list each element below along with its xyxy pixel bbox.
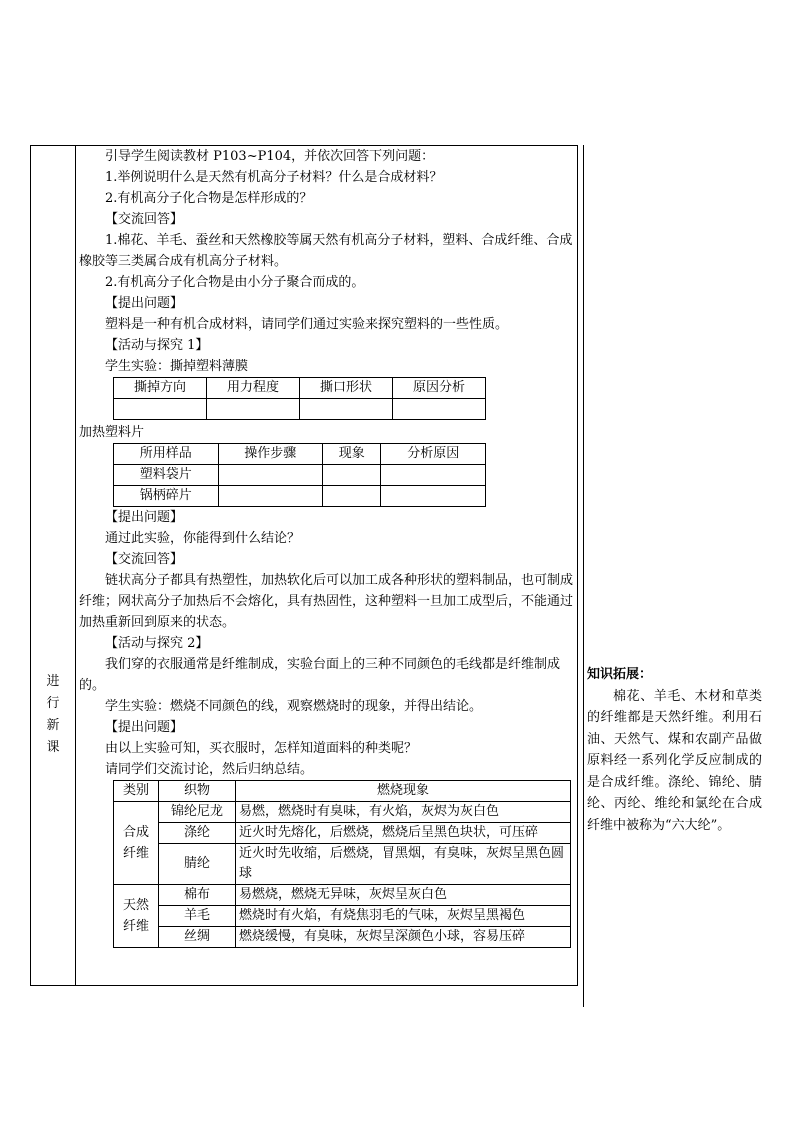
table-header: 撕口形状 bbox=[300, 378, 393, 399]
knowledge-title: 知识拓展： bbox=[587, 667, 653, 682]
discussion-text: 请同学们交流讨论，然后归纳总结。 bbox=[105, 762, 314, 777]
table-header: 织物 bbox=[159, 781, 236, 802]
phenomenon-cell: 燃烧时有火焰，有烧焦羽毛的气味，灰烬呈黑褐色 bbox=[236, 906, 571, 927]
knowledge-body: 棉花、羊毛、木材和草类的纤维都是天然纤维。利用石油、天然气、煤和农副产品做原料经一系列化学反应制成的是合成纤维。涤纶、锦纶、腈纶、丙纶、维纶和氯纶在合成纤维中被称为“六大纶”。 bbox=[587, 688, 762, 833]
answer-1: 1.棉花、羊毛、蚕丝和天然橡胶等属天然有机高分子材料，塑料、合成纤维、合成橡胶等三类属合成有机高分子材料。 bbox=[79, 233, 573, 269]
phenomenon-cell: 易燃烧，燃烧无异味，灰烬呈灰白色 bbox=[236, 885, 571, 906]
question-heading-3: 【提出问题】 bbox=[105, 720, 184, 735]
activity-heading-1: 【活动与探究 1】 bbox=[105, 338, 209, 353]
table-cell bbox=[393, 399, 486, 420]
column-divider bbox=[583, 145, 584, 1007]
table-header: 用力程度 bbox=[207, 378, 300, 399]
activity-2-text: 我们穿的衣服通常是纤维制成，实验台面上的三种不同颜色的毛线都是纤维制成的。 bbox=[79, 657, 561, 693]
fabric-cell: 腈纶 bbox=[159, 844, 236, 885]
table-row bbox=[114, 927, 571, 948]
phenomenon-cell: 近火时先熔化，后燃烧，燃烧后呈黑色块状，可压碎 bbox=[236, 823, 571, 844]
table-cell bbox=[381, 486, 486, 507]
fiber-burning-table bbox=[113, 780, 571, 948]
table-header: 所用样品 bbox=[114, 444, 219, 465]
fabric-cell: 羊毛 bbox=[159, 906, 236, 927]
question-text-3: 由以上实验可知，买衣服时，怎样知道面料的种类呢？ bbox=[105, 741, 418, 756]
fabric-cell: 锦纶尼龙 bbox=[159, 802, 236, 823]
table-cell: 锅柄碎片 bbox=[114, 486, 219, 507]
question-heading-2: 【提出问题】 bbox=[105, 510, 184, 525]
table-cell bbox=[323, 486, 381, 507]
heat-experiment-table bbox=[113, 443, 486, 507]
table-header: 现象 bbox=[323, 444, 381, 465]
answer-2: 2.有机高分子化合物是由小分子聚合而成的。 bbox=[105, 275, 365, 290]
experiment-2-title: 加热塑料片 bbox=[79, 425, 145, 440]
question-2: 2.有机高分子化合物是怎样形成的？ bbox=[105, 191, 313, 206]
table-row bbox=[114, 906, 571, 927]
fabric-cell: 丝绸 bbox=[159, 927, 236, 948]
table-cell bbox=[300, 399, 393, 420]
table-header: 分析原因 bbox=[381, 444, 486, 465]
table-cell bbox=[323, 465, 381, 486]
fabric-cell: 涤纶 bbox=[159, 823, 236, 844]
table-row bbox=[114, 885, 571, 906]
experiment-1-title: 学生实验：撕掉塑料薄膜 bbox=[105, 359, 249, 374]
table-cell bbox=[218, 486, 323, 507]
experiment-3-text: 学生实验：燃烧不同颜色的线，观察燃烧时的现象，并得出结论。 bbox=[105, 699, 483, 714]
table-header: 燃烧现象 bbox=[236, 781, 571, 802]
table-cell bbox=[114, 399, 207, 420]
exchange-heading-1: 【交流回答】 bbox=[105, 212, 184, 227]
table-row bbox=[114, 823, 571, 844]
question-heading-1: 【提出问题】 bbox=[105, 296, 184, 311]
table-row bbox=[114, 844, 571, 885]
phenomenon-cell: 易燃，燃烧时有臭味，有火焰，灰烬为灰白色 bbox=[236, 802, 571, 823]
stage-label: 进 行 新 课 bbox=[46, 674, 60, 755]
tear-experiment-table bbox=[113, 377, 486, 420]
category-natural: 天然纤维 bbox=[114, 885, 159, 948]
activity-heading-2: 【活动与探究 2】 bbox=[105, 636, 209, 651]
stage-cell bbox=[31, 146, 76, 985]
table-cell bbox=[381, 465, 486, 486]
table-header: 操作步骤 bbox=[218, 444, 323, 465]
fabric-cell: 棉布 bbox=[159, 885, 236, 906]
exchange-heading-2: 【交流回答】 bbox=[105, 552, 184, 567]
table-header: 撕掉方向 bbox=[114, 378, 207, 399]
phenomenon-cell: 燃烧缓慢，有臭味，灰烬呈深颜色小球，容易压碎 bbox=[236, 927, 571, 948]
question-text-2: 通过此实验，你能得到什么结论？ bbox=[105, 531, 301, 546]
table-row bbox=[114, 802, 571, 823]
table-header: 原因分析 bbox=[393, 378, 486, 399]
question-text-1: 塑料是一种有机合成材料，请同学们通过实验来探究塑料的一些性质。 bbox=[105, 317, 509, 332]
lesson-table bbox=[30, 145, 578, 986]
phenomenon-cell: 近火时先收缩，后燃烧，冒黑烟，有臭味，灰烬呈黑色圆球 bbox=[236, 844, 571, 885]
table-cell bbox=[207, 399, 300, 420]
knowledge-extension bbox=[587, 664, 762, 836]
table-cell bbox=[218, 465, 323, 486]
question-1: 1.举例说明什么是天然有机高分子材料？什么是合成材料？ bbox=[105, 170, 443, 185]
category-synthetic: 合成纤维 bbox=[114, 802, 159, 885]
table-cell: 塑料袋片 bbox=[114, 465, 219, 486]
lesson-content bbox=[79, 146, 575, 948]
table-header: 类别 bbox=[114, 781, 159, 802]
intro-text: 引导学生阅读教材 P103~P104，并依次回答下列问题： bbox=[105, 149, 435, 164]
answer-text-2: 链状高分子都具有热塑性，加热软化后可以加工成各种形状的塑料制品，也可制成纤维；网状高分子加热后不会熔化，具有热固性，这种塑料一旦加工成型后，不能通过加热重新回到原来的状态。 bbox=[79, 573, 574, 630]
